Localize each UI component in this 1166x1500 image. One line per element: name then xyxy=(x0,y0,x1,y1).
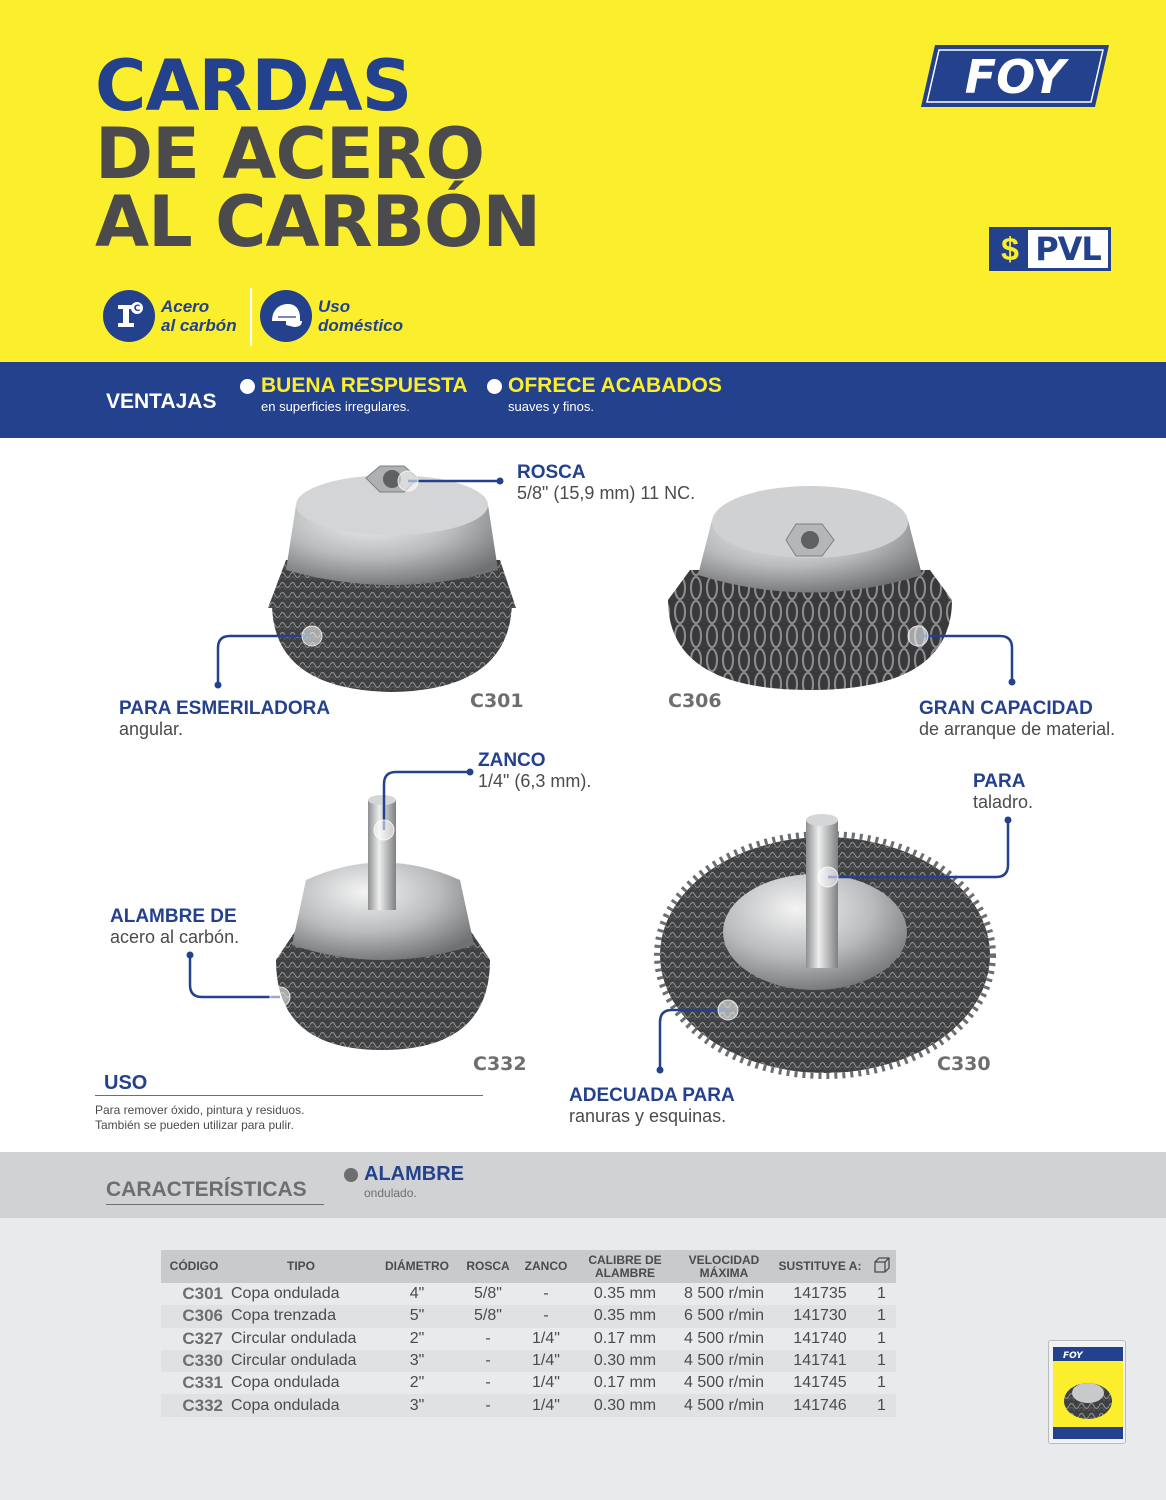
dollar-icon: $ xyxy=(992,230,1028,268)
cell-velocidad: 4 500 r/min xyxy=(675,1394,773,1416)
table-row xyxy=(161,1350,896,1372)
cell-codigo: C331 xyxy=(182,1373,223,1393)
advantages-label: VENTAJAS xyxy=(106,390,217,413)
cell-rosca: - xyxy=(485,1329,491,1347)
characteristics-label: CARACTERÍSTICAS xyxy=(106,1178,307,1201)
cell-tipo: Copa ondulada xyxy=(231,1285,340,1303)
col-diametro: DIÁMETRO xyxy=(375,1250,459,1283)
cell-tipo: Copa trenzada xyxy=(227,1305,375,1327)
cell-tipo: Circular ondulada xyxy=(227,1350,375,1372)
cell-codigo: C301 xyxy=(182,1284,223,1304)
callout-para-taladro xyxy=(973,772,1033,812)
characteristics-underline xyxy=(106,1204,324,1205)
uso-heading: USO xyxy=(104,1072,148,1094)
cell-rosca: 5/8" xyxy=(474,1285,502,1303)
table-row xyxy=(161,1283,896,1305)
cell-diametro: 2" xyxy=(409,1374,425,1392)
product-code-c330: C330 xyxy=(937,1053,991,1075)
cell-diametro: 3" xyxy=(375,1350,459,1372)
advantage-sub: en superficies irregulares. xyxy=(261,399,410,414)
spec-table xyxy=(161,1250,896,1417)
cell-unidad: 1 xyxy=(877,1285,886,1303)
callout-adecuada xyxy=(569,1086,735,1126)
cell-velocidad: 4 500 r/min xyxy=(683,1374,765,1392)
advantage-sub: suaves y finos. xyxy=(508,399,594,414)
table-row xyxy=(161,1305,896,1327)
callout-gran-capacidad xyxy=(919,699,1115,739)
cell-unidad: 1 xyxy=(867,1305,896,1327)
cell-calibre: 0.30 mm xyxy=(575,1350,675,1372)
cell-tipo: Copa ondulada xyxy=(227,1394,375,1416)
cell-diametro: 2" xyxy=(409,1329,425,1347)
cell-zanco: 1/4" xyxy=(517,1350,575,1372)
c301-brush-image xyxy=(268,466,516,692)
cell-sustituye: 141745 xyxy=(793,1374,847,1392)
cell-calibre: 0.17 mm xyxy=(593,1329,657,1347)
cell-velocidad: 6 500 r/min xyxy=(675,1305,773,1327)
product-code-c332: C332 xyxy=(473,1053,527,1075)
cell-sustituye: 141730 xyxy=(773,1305,867,1327)
c330-brush-image xyxy=(657,814,993,1076)
cell-calibre: 0.35 mm xyxy=(593,1285,657,1303)
characteristic-sub: ondulado. xyxy=(364,1186,417,1200)
callout-zanco xyxy=(478,751,591,791)
cell-sustituye: 141746 xyxy=(773,1394,867,1416)
cell-diametro: 3" xyxy=(375,1394,459,1416)
col-codigo: CÓDIGO xyxy=(161,1250,227,1283)
title-line-3: AL CARBÓN xyxy=(95,181,541,263)
uso-line-1: Para remover óxido, pintura y residuos. xyxy=(95,1103,305,1117)
product-code-c301: C301 xyxy=(470,690,524,712)
cell-rosca: - xyxy=(485,1374,491,1392)
cell-diametro: 4" xyxy=(409,1285,425,1303)
characteristics-band xyxy=(0,1152,1166,1218)
cell-unidad: 1 xyxy=(867,1394,896,1416)
feature-steel-line2: al carbón xyxy=(161,316,237,335)
callout-title: PARA xyxy=(973,771,1026,792)
svg-text:C: C xyxy=(133,304,141,314)
cell-unidad: 1 xyxy=(877,1329,886,1347)
col-tipo: TIPO xyxy=(227,1250,375,1283)
title-line-1: CARDAS xyxy=(95,45,412,127)
col-velocidad: VELOCIDAD MÁXIMA xyxy=(675,1250,773,1283)
feature-home-line1: Uso xyxy=(318,297,351,316)
cell-zanco: - xyxy=(543,1285,549,1303)
col-calibre: CALIBRE DE ALAMBRE xyxy=(575,1250,675,1283)
advantage-title: BUENA RESPUESTA xyxy=(261,374,468,397)
cell-velocidad: 4 500 r/min xyxy=(683,1329,765,1347)
cell-unidad: 1 xyxy=(867,1350,896,1372)
callout-title: GRAN CAPACIDAD xyxy=(919,698,1093,719)
callout-sub: de arranque de material. xyxy=(919,719,1116,739)
table-row xyxy=(161,1328,896,1350)
package-brand-text: FOY xyxy=(1063,1351,1083,1361)
cell-rosca: 5/8" xyxy=(459,1305,517,1327)
callout-sub: acero al carbón. xyxy=(110,927,240,947)
callout-sub: ranuras y esquinas. xyxy=(569,1106,727,1126)
cell-zanco: 1/4" xyxy=(517,1394,575,1416)
cell-calibre: 0.17 mm xyxy=(593,1374,657,1392)
callout-sub: taladro. xyxy=(973,792,1034,812)
cell-codigo: C306 xyxy=(161,1305,227,1327)
cell-calibre: 0.30 mm xyxy=(575,1394,675,1416)
cell-zanco: 1/4" xyxy=(532,1374,560,1392)
product-code-c306: C306 xyxy=(668,690,722,712)
table-header-row xyxy=(161,1250,896,1283)
callout-sub: 1/4" (6,3 mm). xyxy=(478,771,592,791)
cell-zanco: 1/4" xyxy=(532,1329,560,1347)
callout-title: ZANCO xyxy=(478,750,546,771)
cell-sustituye: 141741 xyxy=(773,1350,867,1372)
characteristic-title: ALAMBRE xyxy=(364,1163,464,1185)
callout-title: PARA ESMERILADORA xyxy=(119,698,331,719)
cell-codigo: C330 xyxy=(161,1350,227,1372)
table-row xyxy=(161,1394,896,1416)
pvl-label: PVL xyxy=(1035,230,1101,268)
cell-rosca: - xyxy=(459,1350,517,1372)
callout-sub: angular. xyxy=(119,719,184,739)
cell-sustituye: 141735 xyxy=(793,1285,847,1303)
cell-velocidad: 4 500 r/min xyxy=(675,1350,773,1372)
c306-brush-image xyxy=(668,486,952,690)
col-sustituye: SUSTITUYE A: xyxy=(773,1250,867,1283)
callout-title: ALAMBRE DE xyxy=(110,906,237,927)
feature-home-line2: doméstico xyxy=(318,316,404,335)
cell-codigo: C327 xyxy=(182,1328,223,1348)
cell-diametro: 5" xyxy=(375,1305,459,1327)
col-zanco: ZANCO xyxy=(517,1250,575,1283)
feature-steel-line1: Acero xyxy=(161,297,210,316)
cell-rosca: - xyxy=(459,1394,517,1416)
col-rosca: ROSCA xyxy=(459,1250,517,1283)
box-icon xyxy=(867,1250,896,1283)
callout-sub: 5/8" (15,9 mm) 11 NC. xyxy=(517,483,696,503)
cell-velocidad: 8 500 r/min xyxy=(683,1285,765,1303)
callout-title: ROSCA xyxy=(517,462,586,483)
cell-unidad: 1 xyxy=(877,1374,886,1392)
cell-tipo: Copa ondulada xyxy=(231,1374,340,1392)
advantage-title: OFRECE ACABADOS xyxy=(508,374,722,397)
product-package-image xyxy=(1048,1340,1126,1444)
callout-esmeriladora xyxy=(119,699,330,739)
cell-tipo: Circular ondulada xyxy=(231,1329,357,1347)
callout-rosca xyxy=(517,463,695,503)
bullet-icon xyxy=(344,1168,358,1182)
table-row xyxy=(161,1372,896,1394)
uso-divider xyxy=(95,1095,483,1096)
title-line-2: DE ACERO xyxy=(95,113,485,195)
uso-line-2: También se pueden utilizar para pulir. xyxy=(95,1118,294,1132)
brand-text: FOY xyxy=(964,50,1066,104)
cell-codigo: C332 xyxy=(161,1394,227,1416)
callout-alambre xyxy=(110,907,239,947)
cell-calibre: 0.35 mm xyxy=(575,1305,675,1327)
cell-zanco: - xyxy=(517,1305,575,1327)
cell-sustituye: 141740 xyxy=(793,1329,847,1347)
uso-text xyxy=(95,1103,304,1133)
callout-title: ADECUADA PARA xyxy=(569,1085,735,1106)
